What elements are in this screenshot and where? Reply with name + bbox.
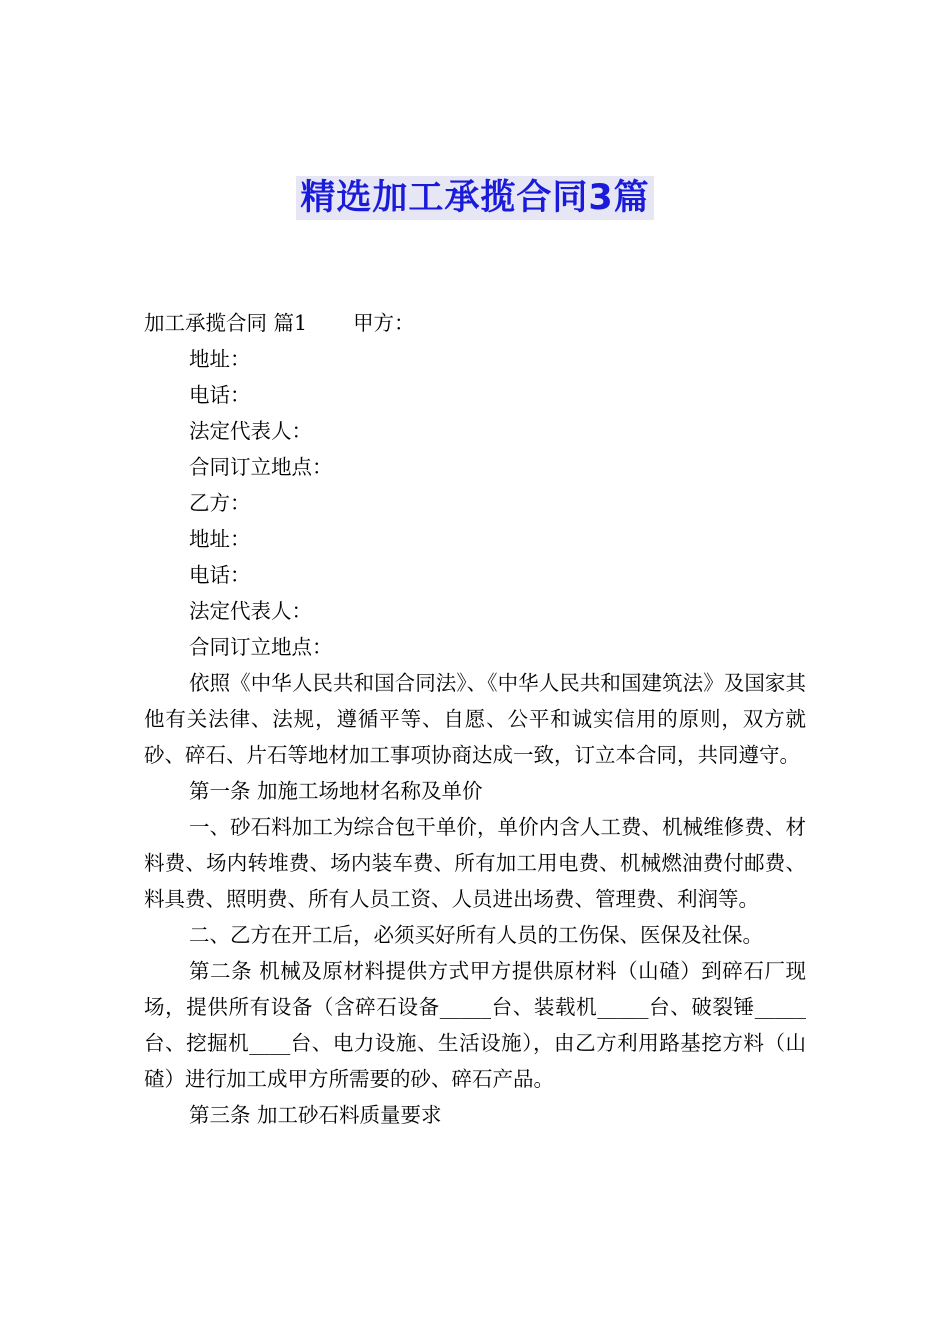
party-b-contract-place: 合同订立地点： (189, 635, 333, 659)
article-3-heading: 第三条 加工砂石料质量要求 (189, 1103, 442, 1127)
party-b-legal-rep: 法定代表人： (189, 599, 312, 623)
party-a-contract-place: 合同订立地点： (189, 455, 333, 479)
party-a-phone: 电话： (189, 383, 251, 407)
contract-header-line (144, 305, 806, 341)
party-a-label: 甲方： (353, 311, 415, 335)
article-1-clause-1: 一、砂石料加工为综合包干单价，单价内含人工费、机械维修费、材料费、场内转堆费、场内装车费、所有加工用电费、机械燃油费付邮费、料具费、照明费、所有人员工资、人员进出场费、管理费、利润等。 (144, 815, 806, 911)
preamble-paragraph: 依照《中华人民共和国合同法》、《中华人民共和国建筑法》及国家其他有关法律、法规，遵循平等、自愿、公平和诚实信用的原则，双方就砂、碎石、片石等地材加工事项协商达成一致，订立本合同，共同遵守。 (144, 671, 806, 767)
article-2-paragraph: 第二条 机械及原材料提供方式甲方提供原材料（山碴）到碎石厂现场，提供所有设备（含碎石设备_____台、装载机_____台、破裂锤_____台、挖掘机____台、电力设施、生活设施），由乙方利用路基挖方料（山碴）进行加工成甲方所需要的砂、碎石产品。 (144, 959, 806, 1091)
section-heading: 加工承揽合同 篇1 (144, 311, 308, 335)
article-1-clause-2: 二、乙方在开工后，必须买好所有人员的工伤保、医保及社保。 (189, 923, 763, 947)
party-b-address: 地址： (189, 527, 251, 551)
party-a-legal-rep: 法定代表人： (189, 419, 312, 443)
party-a-address: 地址： (189, 347, 251, 371)
document-title: 精选加工承揽合同3篇 (296, 176, 653, 220)
document-body (144, 305, 806, 1133)
party-b-phone: 电话： (189, 563, 251, 587)
article-1-heading: 第一条 加施工场地材名称及单价 (189, 779, 483, 803)
title-container (0, 176, 950, 220)
party-b-label: 乙方： (189, 491, 251, 515)
